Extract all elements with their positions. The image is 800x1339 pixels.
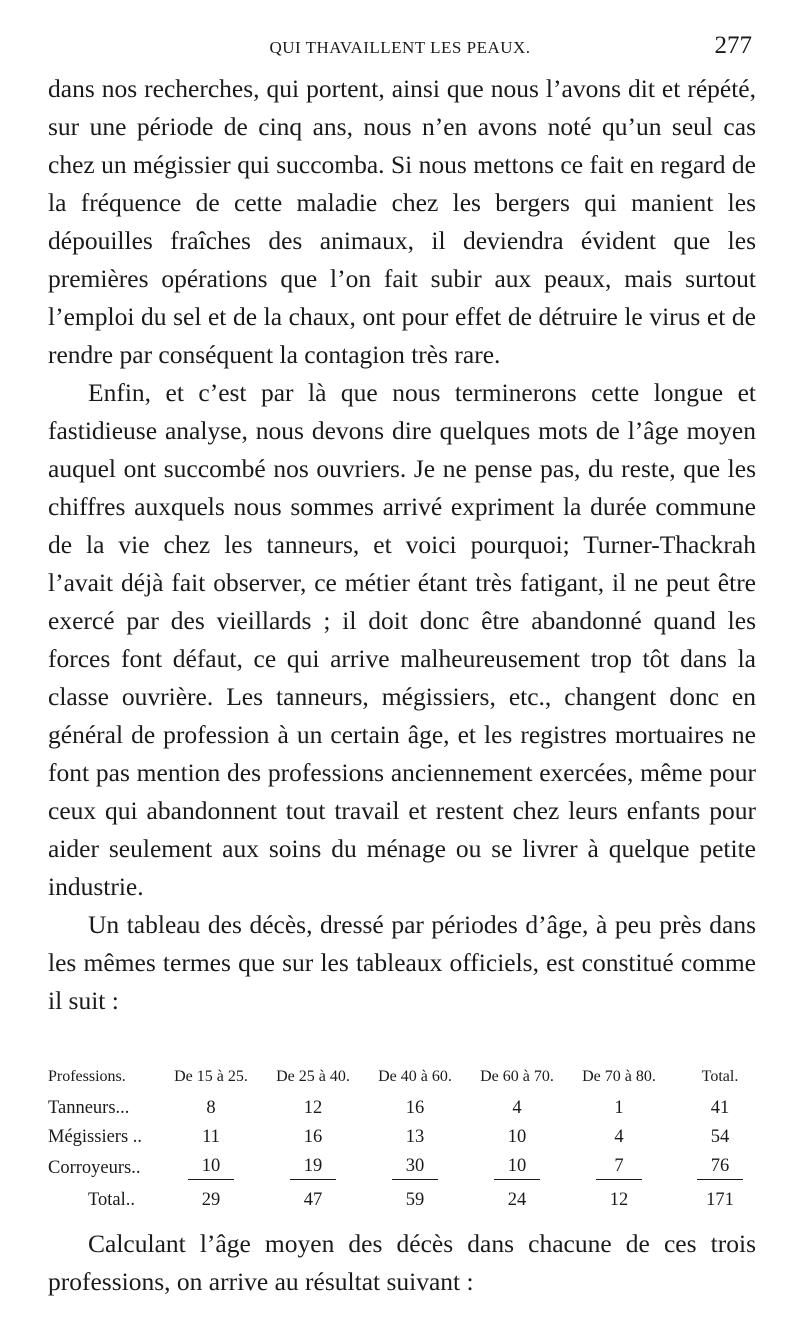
mortality-table	[48, 1068, 770, 1215]
paragraph-continuation: dans nos recherches, qui portent, ainsi que nous l’avons dit et répété, sur une période de cinq ans, nous n’en avons noté qu’un seul cas chez un mégissier qui succomba. Si nous mettons ce fait en regard de la fréquence de cette maladie chez les bergers qui manient les dépouilles fraîches des animaux, il deviendra évident que les premières opérations que l’on fait subir aux peaux, mais surtout l’emploi du sel et de la chaux, ont pour effet de détruire le virus et de rendre par conséquent la contagion très rare.	[48, 74, 756, 369]
row-label: Mégissiers ..	[48, 1127, 143, 1147]
table-cell	[160, 1152, 262, 1184]
table-cell: 54	[710, 1127, 730, 1147]
total-cell: 59	[405, 1190, 425, 1210]
table-cell-value: 19	[290, 1156, 336, 1180]
table-cell-value: 30	[392, 1156, 438, 1180]
table-total-row	[48, 1184, 770, 1215]
table-cell	[466, 1152, 568, 1184]
row-label: Corroyeurs..	[48, 1157, 141, 1178]
total-cell: 29	[201, 1190, 221, 1210]
table-cell: 16	[303, 1127, 323, 1147]
table-row	[48, 1123, 770, 1152]
table-cell-value: 76	[697, 1156, 743, 1180]
table-cell: 4	[512, 1098, 522, 1118]
table-cell: 11	[202, 1127, 220, 1147]
table-cell: 8	[206, 1098, 216, 1118]
table-cell	[568, 1152, 670, 1184]
table-row	[48, 1152, 770, 1184]
table-cell: 10	[507, 1127, 527, 1147]
table-cell: 16	[405, 1098, 425, 1118]
table-cell: 4	[614, 1127, 624, 1147]
total-cell: 12	[609, 1190, 629, 1210]
table-header-cell: De 70 à 80.	[582, 1068, 656, 1085]
paragraph-closing: Calculant l’âge moyen des décès dans chacune de ces trois professions, on arrive au résultat suivant :	[48, 1229, 756, 1296]
table-cell-value: 10	[494, 1156, 540, 1180]
table-header-row	[48, 1068, 770, 1094]
table-header-cell: Professions.	[48, 1068, 126, 1085]
table-header-cell: De 15 à 25.	[174, 1068, 248, 1085]
table-cell: 1	[614, 1098, 624, 1118]
paragraph-age-moyen: Enfin, et c’est par là que nous terminerons cette longue et fastidieuse analyse, nous devons dire quelques mots de l’âge moyen auquel ont succombé nos ouvriers. Je ne pense pas, du reste, que les chiffres auxquels nous sommes arrivé expriment la durée commune de la vie chez les tanneurs, et voici pourquoi; Turner-Thackrah l’avait déjà fait observer, ce métier étant très fatigant, il ne peut être exercé par des vieillards ; il doit donc être abandonné quand les forces font défaut, ce qui arrive malheureusement trop tôt dans la classe ouvrière. Les tanneurs, mégissiers, etc., changent donc en général de profession à un certain âge, et les registres mortuaires ne font pas mention des professions anciennement exercées, même pour ceux qui abandonnent tout travail et restent chez leurs enfants pour aider seulement aux soins du ménage ou se livrer à quelque petite industrie.	[48, 378, 756, 901]
table-cell: 12	[303, 1098, 323, 1118]
row-label: Tanneurs...	[48, 1098, 130, 1118]
table-header-cell: De 60 à 70.	[480, 1068, 554, 1085]
table-cell	[670, 1152, 770, 1184]
running-title: QUI THAVAILLENT LES PEAUX.	[269, 38, 531, 57]
paragraph-table-intro: Un tableau des décès, dressé par périodes d’âge, à peu près dans les mêmes termes que sur les tableaux officiels, est constitué comme il suit :	[48, 910, 756, 1015]
total-cell: 171	[706, 1190, 734, 1210]
total-label: Total..	[88, 1190, 135, 1210]
table-cell: 13	[405, 1127, 425, 1147]
table-cell	[262, 1152, 364, 1184]
table-cell	[364, 1152, 466, 1184]
table-header-cell: Total.	[701, 1068, 739, 1085]
total-cell: 24	[507, 1190, 527, 1210]
table-row	[48, 1094, 770, 1123]
table-header-cell: De 25 à 40.	[276, 1068, 350, 1085]
table-header-cell: De 40 à 60.	[378, 1068, 452, 1085]
body-text	[48, 70, 756, 1020]
table-cell-value: 7	[596, 1156, 642, 1180]
table-cell-value: 10	[188, 1156, 234, 1180]
table-cell: 41	[710, 1098, 730, 1118]
mortality-table-wrap	[48, 1068, 770, 1215]
total-cell: 47	[303, 1190, 323, 1210]
running-head	[48, 32, 752, 68]
page-number: 277	[714, 32, 752, 59]
